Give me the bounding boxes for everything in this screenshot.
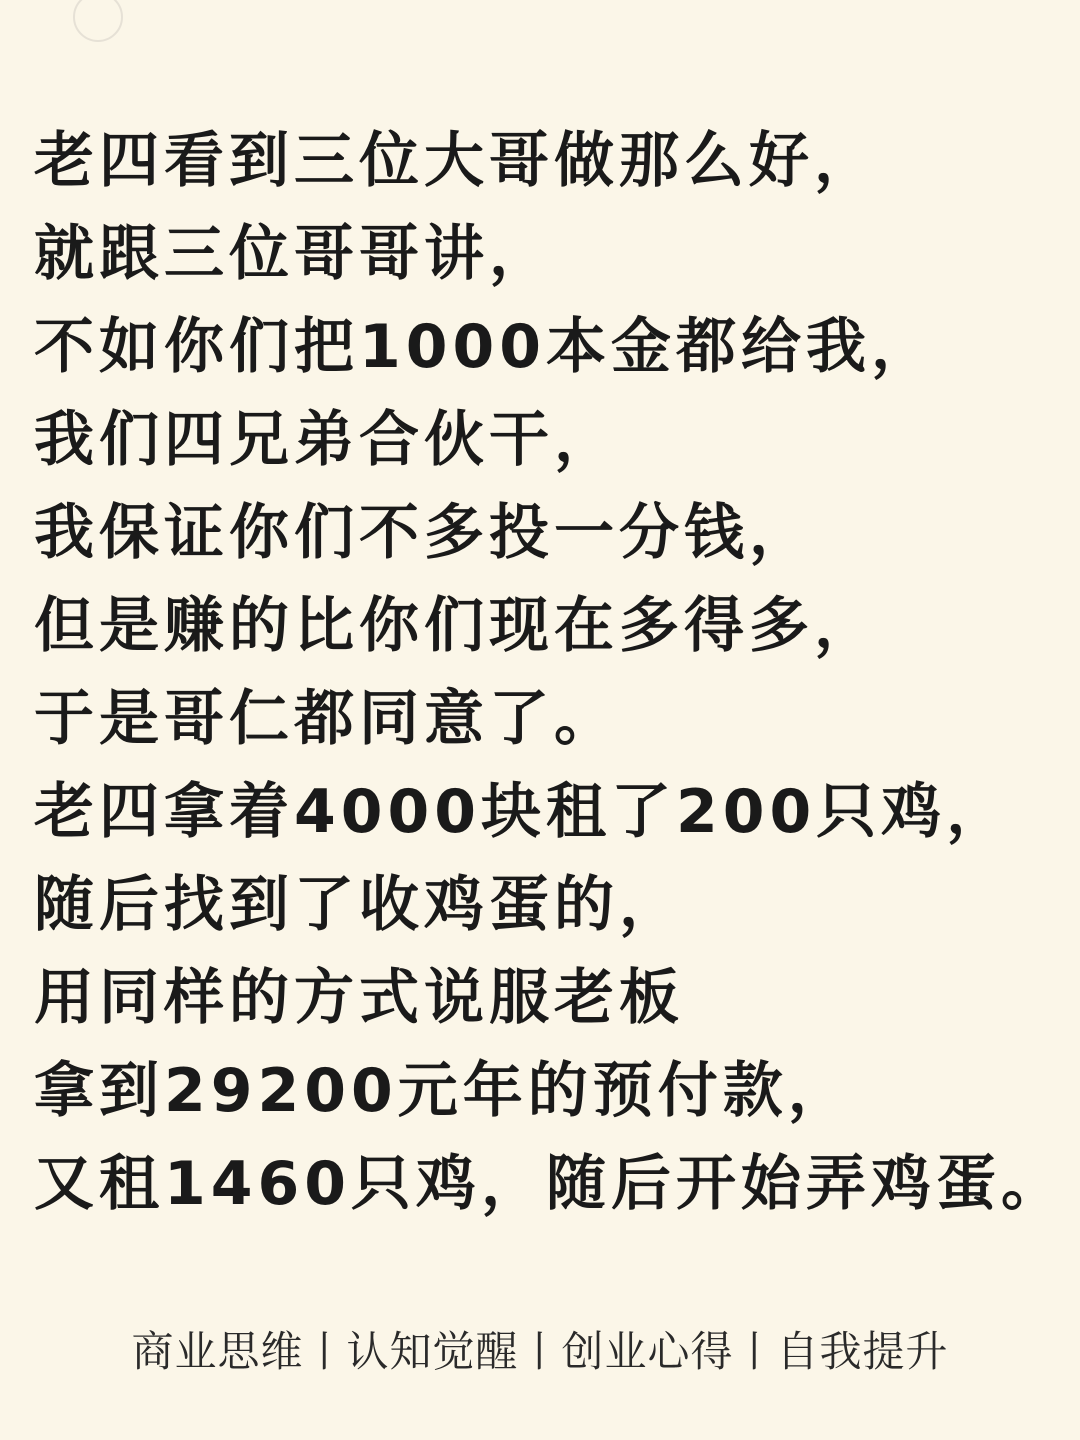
text-line: 拿到29200元年的预付款， (34, 1056, 853, 1126)
text-line: 不如你们把1000本金都给我， (34, 312, 936, 382)
text-line: 又租1460只鸡，随后开始弄鸡蛋。 (34, 1149, 1066, 1219)
text-line: 老四看到三位大哥做那么好， (34, 126, 879, 196)
avatar (73, 0, 123, 42)
text-line: 就跟三位哥哥讲， (34, 219, 554, 289)
post-body (34, 115, 1066, 1231)
footer-tags: 商业思维丨认知觉醒丨创业心得丨自我提升 (131, 1327, 949, 1376)
text-line: 老四拿着4000块租了200只鸡， (34, 777, 1012, 847)
text-line: 我保证你们不多投一分钱， (34, 498, 814, 568)
text-line: 于是哥仁都同意了。 (34, 684, 619, 754)
text-line: 用同样的方式说服老板 (34, 963, 684, 1033)
text-line: 我们四兄弟合伙干， (34, 405, 619, 475)
text-line: 但是赚的比你们现在多得多， (34, 591, 879, 661)
text-line: 随后找到了收鸡蛋的， (34, 870, 684, 940)
